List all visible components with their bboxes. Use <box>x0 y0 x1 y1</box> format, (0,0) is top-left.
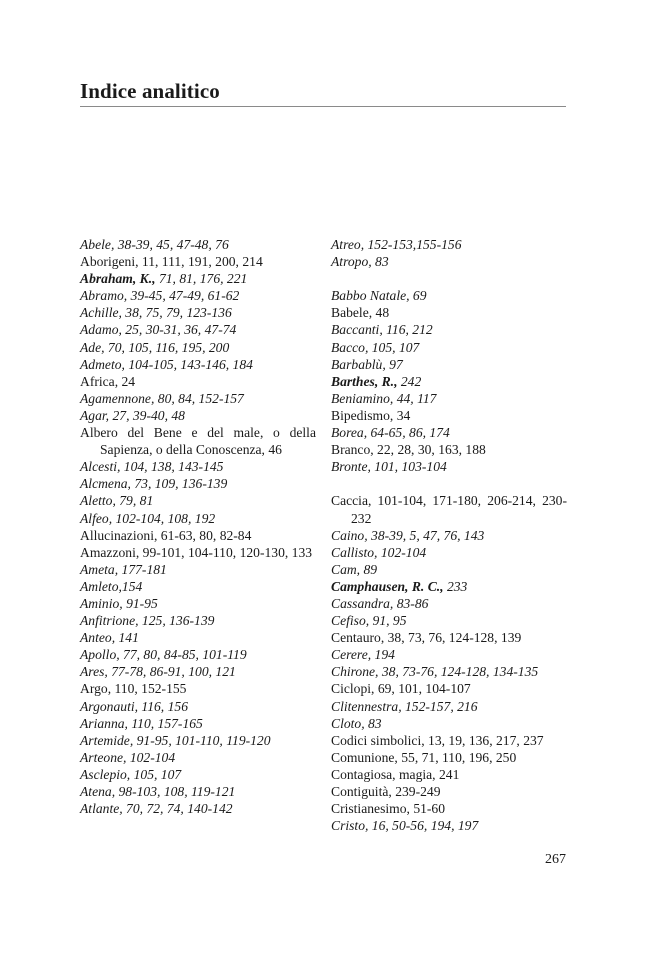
index-entry: Cefiso, 91, 95 <box>331 613 407 629</box>
index-entry: Agamennone, 80, 84, 152-157 <box>80 390 244 406</box>
index-entry: Ade, 70, 105, 116, 195, 200 <box>80 339 230 355</box>
index-entry: Aletto, 79, 81 <box>80 493 154 509</box>
index-entry-pages: 242 <box>397 373 422 389</box>
index-entry: Contagiosa, magia, 241 <box>331 766 460 782</box>
index-entry-author <box>80 270 316 287</box>
index-entry: Anteo, 141 <box>80 630 139 646</box>
index-entry: Babbo Natale, 69 <box>331 288 427 304</box>
index-entry: Contiguità, 239-249 <box>331 784 441 799</box>
index-entry: Atreo, 152-153,155-156 <box>331 237 462 252</box>
index-letter-gap <box>331 475 567 492</box>
index-entry: Albero del Bene e del male, o della Sapienza, o della Conoscenza, 46 <box>80 425 316 458</box>
index-entry: Arteone, 102-104 <box>80 749 176 765</box>
index-entry: Ares, 77-78, 86-91, 100, 121 <box>80 664 236 680</box>
index-entry: Cristo, 16, 50-56, 194, 197 <box>331 818 479 834</box>
index-entry: Artemide, 91-95, 101-110, 119-120 <box>80 732 271 748</box>
index-entry: Apollo, 77, 80, 84-85, 101-119 <box>80 647 247 663</box>
index-letter-gap <box>331 270 567 287</box>
index-entry: Cerere, 194 <box>331 647 395 663</box>
index-entry: Aminio, 91-95 <box>80 595 158 611</box>
index-entry: Achille, 38, 75, 79, 123-136 <box>80 305 232 321</box>
index-entry: Cristianesimo, 51-60 <box>331 801 446 817</box>
index-entry: Ciclopi, 69, 101, 104-107 <box>331 681 471 697</box>
index-entry: Anfitrione, 125, 136-139 <box>80 613 215 629</box>
index-entry: Alcesti, 104, 138, 143-145 <box>80 459 224 475</box>
index-entry: Bronte, 101, 103-104 <box>331 459 447 475</box>
index-entry-pages: 233 <box>443 578 468 594</box>
index-entry-author-name: Camphausen, R. C., <box>331 578 444 594</box>
index-entry: Beniamino, 44, 117 <box>331 390 437 406</box>
page-number: 267 <box>545 852 566 867</box>
index-entry: Arianna, 110, 157-165 <box>80 715 203 731</box>
index-entry: Atena, 98-103, 108, 119-121 <box>80 784 236 799</box>
index-entry: Amleto,154 <box>80 578 143 594</box>
index-entry: Atlante, 70, 72, 74, 140-142 <box>80 801 233 817</box>
index-entry: Clitennestra, 152-157, 216 <box>331 698 478 714</box>
index-entry: Cam, 89 <box>331 561 378 577</box>
index-entry: Atropo, 83 <box>331 254 389 270</box>
index-entry: Cassandra, 83-86 <box>331 595 429 611</box>
index-entry: Caino, 38-39, 5, 47, 76, 143 <box>331 527 485 543</box>
page-title: Indice analitico <box>80 79 220 103</box>
index-entry-author-name: Abraham, K., <box>80 271 156 287</box>
index-entry: Comunione, 55, 71, 110, 196, 250 <box>331 749 517 765</box>
index-entry: Babele, 48 <box>331 305 390 321</box>
index-entry-author <box>331 578 567 595</box>
index-entry: Amazzoni, 99-101, 104-110, 120-130, 133 <box>80 544 313 560</box>
title-underline-rule <box>80 106 566 107</box>
index-entry-author-name: Barthes, R., <box>331 373 398 389</box>
index-entry: Abele, 38-39, 45, 47-48, 76 <box>80 237 229 252</box>
index-entry: Ameta, 177-181 <box>80 561 167 577</box>
index-entry: Admeto, 104-105, 143-146, 184 <box>80 356 253 372</box>
index-entry: Chirone, 38, 73-76, 124-128, 134-135 <box>331 664 539 680</box>
index-entry-pages: 71, 81, 176, 221 <box>155 271 248 287</box>
index-entry: Codici simbolici, 13, 19, 136, 217, 237 <box>331 732 544 748</box>
index-entry: Agar, 27, 39-40, 48 <box>80 407 185 423</box>
index-column-left <box>80 236 316 817</box>
index-entry: Argo, 110, 152-155 <box>80 681 187 697</box>
index-entry: Borea, 64-65, 86, 174 <box>331 425 450 441</box>
index-entry: Adamo, 25, 30-31, 36, 47-74 <box>80 322 237 338</box>
index-entry: Callisto, 102-104 <box>331 544 427 560</box>
index-entry: Barbablù, 97 <box>331 356 403 372</box>
index-entry: Bipedismo, 34 <box>331 407 411 423</box>
index-entry: Branco, 22, 28, 30, 163, 188 <box>331 442 486 458</box>
index-entry: Abramo, 39-45, 47-49, 61-62 <box>80 288 240 304</box>
index-entry: Centauro, 38, 73, 76, 124-128, 139 <box>331 630 522 646</box>
index-entry: Argonauti, 116, 156 <box>80 698 188 714</box>
index-entry: Alfeo, 102-104, 108, 192 <box>80 510 216 526</box>
index-entry: Baccanti, 116, 212 <box>331 322 433 338</box>
index-entry-author <box>331 373 567 390</box>
index-entry: Alcmena, 73, 109, 136-139 <box>80 476 228 492</box>
index-entry: Caccia, 101-104, 171-180, 206-214, 230-232 <box>331 493 567 526</box>
index-entry: Bacco, 105, 107 <box>331 339 420 355</box>
index-entry: Aborigeni, 11, 111, 191, 200, 214 <box>80 254 263 270</box>
index-entry: Asclepio, 105, 107 <box>80 766 182 782</box>
index-entry: Africa, 24 <box>80 373 136 389</box>
index-column-right <box>331 236 567 834</box>
index-entry: Allucinazioni, 61-63, 80, 82-84 <box>80 527 252 543</box>
index-entry: Cloto, 83 <box>331 715 382 731</box>
